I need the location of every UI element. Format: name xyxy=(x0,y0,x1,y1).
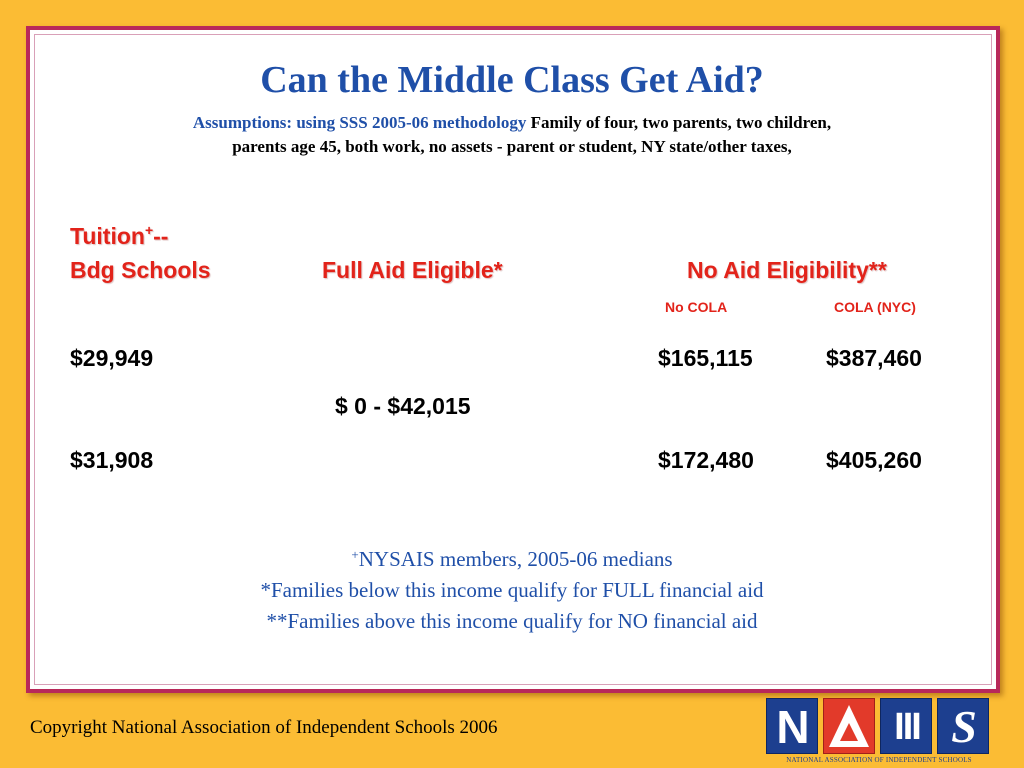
header-tuition-dashes: -- xyxy=(153,223,169,249)
logo-tile-s xyxy=(937,698,989,754)
nais-logo xyxy=(764,698,994,764)
row1-cola-nyc: $387,460 xyxy=(826,345,922,371)
row2-cola-nyc: $405,260 xyxy=(826,447,922,473)
assumptions-line2: parents age 45, both work, no assets - parent or student, NY state/other taxes, xyxy=(232,137,792,156)
row1-tuition: $29,949 xyxy=(70,345,154,371)
assumptions-lead: Assumptions: using SSS 2005-06 methodology xyxy=(192,113,527,132)
footnote-2: *Families below this income qualify for FULL financial aid xyxy=(260,578,764,602)
logo-tagline: NATIONAL ASSOCIATION OF INDEPENDENT SCHOOLS xyxy=(786,756,972,764)
logo-letter-s: S xyxy=(951,701,977,752)
footnote-3: **Families above this income qualify for NO financial aid xyxy=(266,609,758,633)
header-tuition xyxy=(70,222,168,250)
footnote-1-text: NYSAIS members, 2005-06 medians xyxy=(358,547,673,571)
logo-letter-n: N xyxy=(776,701,810,753)
row1-no-cola: $165,115 xyxy=(658,345,753,371)
header-tuition-label: Tuition xyxy=(70,223,145,249)
row2-tuition: $31,908 xyxy=(70,447,154,473)
slide-title: Can the Middle Class Get Aid? xyxy=(260,59,764,101)
copyright-text: Copyright National Association of Independent Schools 2006 xyxy=(30,717,498,738)
logo-tile-n xyxy=(766,698,818,754)
footnotes xyxy=(0,544,1024,637)
logo-tile-a xyxy=(823,698,875,754)
subheader-no-cola: No COLA xyxy=(665,299,728,315)
header-tuition-marker: + xyxy=(144,222,154,238)
logo-letter-iii: III xyxy=(894,706,920,748)
row2-no-cola: $172,480 xyxy=(658,447,754,473)
assumptions-text xyxy=(0,111,1024,159)
footnote-1 xyxy=(0,544,1024,575)
header-bdg-schools: Bdg Schools xyxy=(70,257,211,283)
subheader-cola-nyc: COLA (NYC) xyxy=(834,299,916,315)
header-full-aid: Full Aid Eligible* xyxy=(322,257,503,283)
header-no-aid: No Aid Eligibility** xyxy=(687,257,887,283)
logo-tile-iii xyxy=(880,698,932,754)
triangle-icon xyxy=(824,699,874,753)
full-aid-range: $ 0 - $42,015 xyxy=(335,393,471,419)
assumptions-line1: Family of four, two parents, two children, xyxy=(526,113,832,132)
footnote-1-marker: + xyxy=(351,547,359,562)
